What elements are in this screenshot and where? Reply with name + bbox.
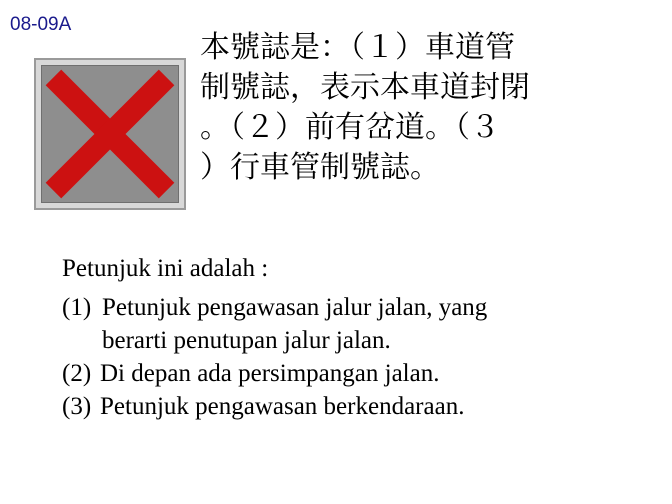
indonesian-item-2-marker: (2)	[62, 360, 92, 387]
sign-panel	[41, 65, 179, 203]
indonesian-item-3-text: Petunjuk pengawasan berkendaraan.	[100, 393, 465, 420]
indonesian-item-1-continuation: berarti penutupan jalur jalan.	[102, 327, 391, 354]
traffic-sign-image	[34, 58, 186, 210]
indonesian-item-1-text: Petunjuk pengawasan jalur jalan, yang	[102, 294, 488, 321]
indonesian-description	[62, 252, 658, 423]
chinese-line-1: 本號誌是：（１）車道管	[200, 30, 515, 65]
indonesian-item-2-text: Di depan ada persimpangan jalan.	[100, 360, 440, 387]
question-code-label: 08-09A	[10, 14, 72, 35]
indonesian-heading: Petunjuk ini adalah :	[62, 255, 269, 282]
chinese-line-4: ）行車管制號誌。	[200, 150, 440, 185]
indonesian-item-3	[62, 390, 658, 423]
chinese-line-2: 制號誌，表示本車道封閉	[200, 70, 530, 105]
indonesian-item-1-marker: (1)	[62, 294, 92, 321]
indonesian-item-2	[62, 357, 658, 390]
indonesian-item-3-marker: (3)	[62, 393, 92, 420]
indonesian-item-1-body	[102, 291, 658, 357]
indonesian-item-1	[62, 291, 658, 357]
chinese-description	[200, 28, 630, 188]
chinese-line-3: 。（２）前有岔道。（３	[200, 110, 500, 145]
